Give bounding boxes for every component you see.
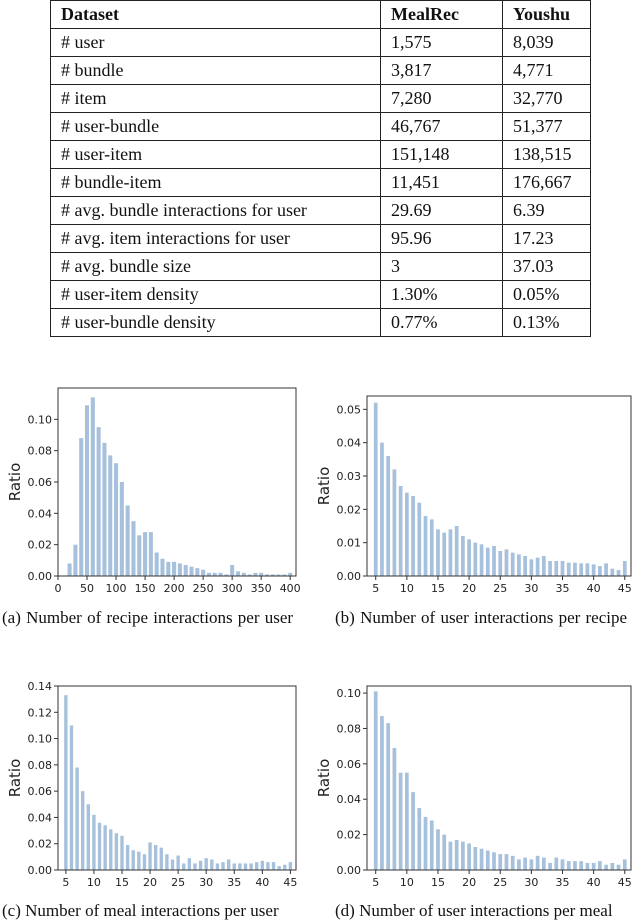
bar [115, 833, 118, 870]
table-row [51, 309, 591, 337]
mealrec-value: 29.69 [381, 197, 503, 225]
bar [92, 815, 95, 870]
bar [70, 725, 73, 870]
bar [137, 535, 141, 576]
x-tick-label: 350 [250, 582, 272, 595]
y-tick-label: 0.02 [336, 828, 361, 842]
bar [548, 863, 552, 870]
y-tick-label: 0.04 [27, 507, 52, 521]
caption-a: (a) Number of recipe interactions per user [2, 608, 294, 627]
y-tick-label: 0.03 [336, 470, 361, 483]
bar [283, 865, 286, 870]
header-dataset: Dataset [51, 1, 381, 29]
bar [604, 865, 608, 870]
bar [73, 545, 77, 576]
bar [473, 847, 477, 870]
x-tick-label: 5 [372, 582, 380, 595]
bar [430, 519, 434, 576]
x-tick-label: 40 [586, 876, 601, 889]
bar [623, 561, 627, 576]
row-label: # user-item density [51, 281, 381, 309]
bar [172, 562, 176, 576]
bar [592, 564, 596, 576]
bar [182, 863, 185, 870]
bar [171, 859, 174, 870]
x-tick-label: 10 [86, 876, 101, 889]
bar [579, 861, 583, 870]
bar [109, 829, 112, 870]
table-row [51, 29, 591, 57]
bar [455, 840, 459, 870]
y-tick-label: 0.14 [27, 680, 52, 693]
bar [449, 842, 453, 870]
mealrec-value: 3 [381, 253, 503, 281]
bar [132, 850, 135, 870]
youshu-value: 17.23 [503, 225, 591, 253]
bar [195, 568, 199, 576]
bar [210, 859, 213, 870]
bar [102, 443, 106, 576]
table-row [51, 281, 591, 309]
y-tick-label: 0.08 [27, 758, 52, 772]
bar [114, 463, 118, 576]
bar [573, 563, 577, 576]
table-row [51, 85, 591, 113]
bar [405, 493, 409, 576]
youshu-value: 51,377 [503, 113, 591, 141]
bar [405, 773, 409, 870]
bar [230, 565, 234, 576]
bar [236, 571, 240, 576]
bar [523, 858, 527, 870]
bar [498, 551, 502, 576]
y-axis-label: Ratio [6, 462, 24, 502]
bar [166, 562, 170, 576]
bar [154, 845, 157, 870]
bar [221, 862, 224, 870]
bar [189, 567, 193, 576]
youshu-value: 32,770 [503, 85, 591, 113]
x-tick-label: 10 [399, 582, 414, 595]
header-youshu: Youshu [503, 1, 591, 29]
bar [148, 842, 151, 870]
x-tick-label: 30 [524, 876, 539, 889]
bar [399, 773, 403, 870]
bar [374, 691, 378, 870]
x-tick-label: 35 [227, 876, 242, 889]
bar [143, 854, 146, 870]
bar [461, 536, 465, 576]
bar [473, 543, 477, 576]
x-tick-label: 25 [493, 876, 508, 889]
bar [542, 556, 546, 576]
bar [227, 859, 230, 870]
bar [266, 862, 269, 870]
bar [137, 852, 140, 870]
y-tick-label: 0.08 [27, 444, 52, 458]
header-mealrec: MealRec [381, 1, 503, 29]
bar [249, 863, 252, 870]
x-tick-label: 15 [430, 582, 445, 595]
table-row [51, 197, 591, 225]
bar [277, 866, 280, 870]
x-tick-label: 45 [283, 876, 298, 889]
row-label: # avg. bundle interactions for user [51, 197, 381, 225]
bar [530, 859, 534, 870]
bar [424, 817, 428, 870]
bar [199, 861, 202, 870]
bar [120, 482, 124, 576]
row-label: # user [51, 29, 381, 57]
bar [442, 533, 446, 576]
x-tick-label: 300 [221, 582, 243, 595]
bar [143, 532, 147, 576]
bar [131, 521, 135, 576]
bar [498, 854, 502, 870]
bar [380, 443, 384, 576]
bar [486, 851, 490, 870]
bar [411, 496, 415, 576]
y-tick-label: 0.06 [27, 785, 52, 799]
bar [517, 554, 521, 576]
mealrec-value: 1,575 [381, 29, 503, 57]
caption-c: (c) Number of meal interactions per user [2, 901, 279, 920]
bar [411, 792, 415, 870]
bar [455, 526, 459, 576]
youshu-value: 0.05% [503, 281, 591, 309]
y-tick-label: 0.05 [336, 403, 361, 417]
y-tick-label: 0.04 [27, 811, 52, 825]
x-tick-label: 25 [171, 876, 186, 889]
bar [178, 563, 182, 576]
bar [399, 486, 403, 576]
x-tick-label: 20 [143, 876, 158, 889]
caption-d: (d) Number of user interactions per meal [335, 901, 613, 920]
table-row [51, 57, 591, 85]
bar [216, 863, 219, 870]
y-tick-label: 0.10 [336, 687, 361, 701]
bar [98, 823, 101, 870]
x-tick-label: 40 [586, 582, 601, 595]
bar [610, 863, 614, 870]
y-tick-label: 0.02 [27, 837, 52, 851]
bar [554, 561, 558, 576]
x-tick-label: 50 [80, 582, 95, 595]
bar [604, 563, 608, 576]
bar [610, 569, 614, 576]
x-tick-label: 0 [54, 582, 62, 595]
bar [126, 845, 129, 870]
bar [530, 559, 534, 576]
y-tick-label: 0.00 [27, 570, 52, 583]
y-tick-label: 0.02 [27, 538, 52, 552]
y-tick-label: 0.04 [336, 793, 361, 807]
bar [567, 563, 571, 576]
x-tick-label: 150 [134, 582, 156, 595]
y-axis-label: Ratio [315, 466, 333, 506]
y-tick-label: 0.00 [336, 864, 361, 877]
bar [380, 716, 384, 870]
table-row [51, 113, 591, 141]
bar [155, 553, 159, 577]
row-label: # bundle-item [51, 169, 381, 197]
bar [201, 570, 205, 576]
y-tick-label: 0.06 [27, 476, 52, 489]
x-tick-label: 15 [430, 876, 445, 889]
x-tick-label: 250 [192, 582, 214, 595]
chart-recipe-interactions-per-user [0, 388, 310, 603]
row-label: # user-bundle [51, 113, 381, 141]
bar [511, 856, 515, 870]
x-tick-label: 20 [462, 582, 477, 595]
bar [417, 503, 421, 576]
dataset-statistics-table [50, 0, 591, 337]
youshu-value: 37.03 [503, 253, 591, 281]
youshu-value: 8,039 [503, 29, 591, 57]
bar [386, 723, 390, 870]
bar [467, 843, 471, 870]
y-tick-label: 0.00 [336, 570, 361, 583]
youshu-value: 0.13% [503, 309, 591, 337]
bar [449, 529, 453, 576]
row-label: # user-bundle density [51, 309, 381, 337]
y-tick-label: 0.12 [27, 706, 52, 720]
y-tick-label: 0.10 [27, 413, 52, 427]
caption-b: (b) Number of user interactions per recipe [335, 608, 628, 627]
chart-svg [0, 388, 310, 598]
bar [480, 544, 484, 576]
row-label: # bundle [51, 57, 381, 85]
bar [85, 405, 89, 576]
chart-svg [315, 680, 640, 890]
bar [176, 856, 179, 870]
bar [492, 546, 496, 576]
bar [461, 842, 465, 870]
x-tick-label: 15 [114, 876, 129, 889]
bar [561, 561, 565, 576]
x-tick-label: 200 [163, 582, 185, 595]
bar [165, 854, 168, 870]
row-label: # user-item [51, 141, 381, 169]
x-tick-label: 45 [617, 876, 632, 889]
table-row [51, 141, 591, 169]
mealrec-value: 0.77% [381, 309, 503, 337]
bar [505, 854, 509, 870]
bar [149, 532, 153, 576]
mealrec-value: 3,817 [381, 57, 503, 85]
bar [255, 862, 258, 870]
mealrec-value: 7,280 [381, 85, 503, 113]
bar [424, 516, 428, 576]
bar [160, 848, 163, 870]
row-label: # item [51, 85, 381, 113]
bar [517, 859, 521, 870]
chart-user-interactions-per-meal [315, 680, 640, 895]
table-row [51, 225, 591, 253]
bar [244, 863, 247, 870]
bar [91, 397, 95, 576]
bar [436, 829, 440, 870]
y-tick-label: 0.01 [336, 536, 361, 550]
bar [480, 849, 484, 870]
x-tick-label: 10 [399, 876, 414, 889]
row-label: # avg. bundle size [51, 253, 381, 281]
x-tick-label: 20 [462, 876, 477, 889]
bar [108, 455, 112, 576]
y-axis-label: Ratio [6, 758, 24, 798]
bar [536, 558, 540, 576]
chart-svg [315, 388, 640, 598]
x-tick-label: 5 [62, 876, 70, 889]
mealrec-value: 151,148 [381, 141, 503, 169]
mealrec-value: 1.30% [381, 281, 503, 309]
y-tick-label: 0.02 [336, 503, 361, 517]
bar [623, 859, 627, 870]
y-axis-label: Ratio [315, 758, 333, 798]
bar [393, 748, 397, 870]
mealrec-value: 46,767 [381, 113, 503, 141]
bar [289, 862, 292, 870]
bar [561, 859, 565, 870]
table-row [51, 169, 591, 197]
mealrec-value: 11,451 [381, 169, 503, 197]
bar [548, 561, 552, 576]
bar [81, 791, 84, 870]
x-tick-label: 35 [555, 876, 570, 889]
x-tick-label: 35 [555, 582, 570, 595]
y-tick-label: 0.10 [27, 732, 52, 746]
bar [573, 861, 577, 870]
x-tick-label: 25 [493, 582, 508, 595]
x-tick-label: 30 [524, 582, 539, 595]
bar [511, 553, 515, 576]
x-tick-label: 100 [105, 582, 127, 595]
bar [536, 856, 540, 870]
chart-svg [0, 680, 310, 890]
bar [205, 858, 208, 870]
bar [233, 863, 236, 870]
bar [592, 863, 596, 870]
bar [68, 563, 72, 576]
y-tick-label: 0.00 [27, 864, 52, 877]
bar [598, 566, 602, 576]
youshu-value: 4,771 [503, 57, 591, 85]
bar [542, 858, 546, 870]
row-label: # avg. item interactions for user [51, 225, 381, 253]
bar [436, 529, 440, 576]
bar [193, 863, 196, 870]
x-tick-label: 45 [617, 582, 632, 595]
y-tick-label: 0.04 [336, 436, 361, 450]
bar [579, 563, 583, 576]
bar [430, 820, 434, 870]
bar [586, 863, 590, 870]
youshu-value: 176,667 [503, 169, 591, 197]
bar [442, 835, 446, 870]
bar [188, 858, 191, 870]
table-row [51, 253, 591, 281]
x-tick-label: 40 [255, 876, 270, 889]
chart-meal-interactions-per-user [0, 680, 310, 895]
youshu-value: 6.39 [503, 197, 591, 225]
bar [120, 836, 123, 870]
bar [386, 456, 390, 576]
bar [184, 565, 188, 576]
bar [97, 427, 101, 576]
bar [126, 506, 130, 577]
bar [87, 804, 90, 870]
x-tick-label: 5 [372, 876, 380, 889]
bar [160, 559, 164, 576]
bar [238, 863, 241, 870]
bar [103, 825, 106, 870]
bar [586, 563, 590, 576]
bar [523, 556, 527, 576]
bar [598, 861, 602, 870]
y-tick-label: 0.06 [336, 757, 361, 771]
bar [486, 548, 490, 576]
bar [374, 403, 378, 576]
bar [393, 469, 397, 576]
table-header-row [51, 1, 591, 29]
bar [492, 852, 496, 870]
mealrec-value: 95.96 [381, 225, 503, 253]
bar [75, 767, 78, 870]
bar [505, 549, 509, 576]
bar [261, 861, 264, 870]
bar [79, 438, 83, 576]
bar [567, 861, 571, 870]
y-tick-label: 0.08 [336, 722, 361, 736]
bar [617, 865, 621, 870]
youshu-value: 138,515 [503, 141, 591, 169]
x-tick-label: 400 [279, 582, 301, 595]
bar [467, 539, 471, 576]
bar [417, 808, 421, 870]
bar [64, 695, 67, 870]
chart-user-interactions-per-recipe [315, 388, 640, 603]
bar [554, 858, 558, 870]
bar [272, 862, 275, 870]
bar [617, 570, 621, 576]
x-tick-label: 30 [199, 876, 214, 889]
